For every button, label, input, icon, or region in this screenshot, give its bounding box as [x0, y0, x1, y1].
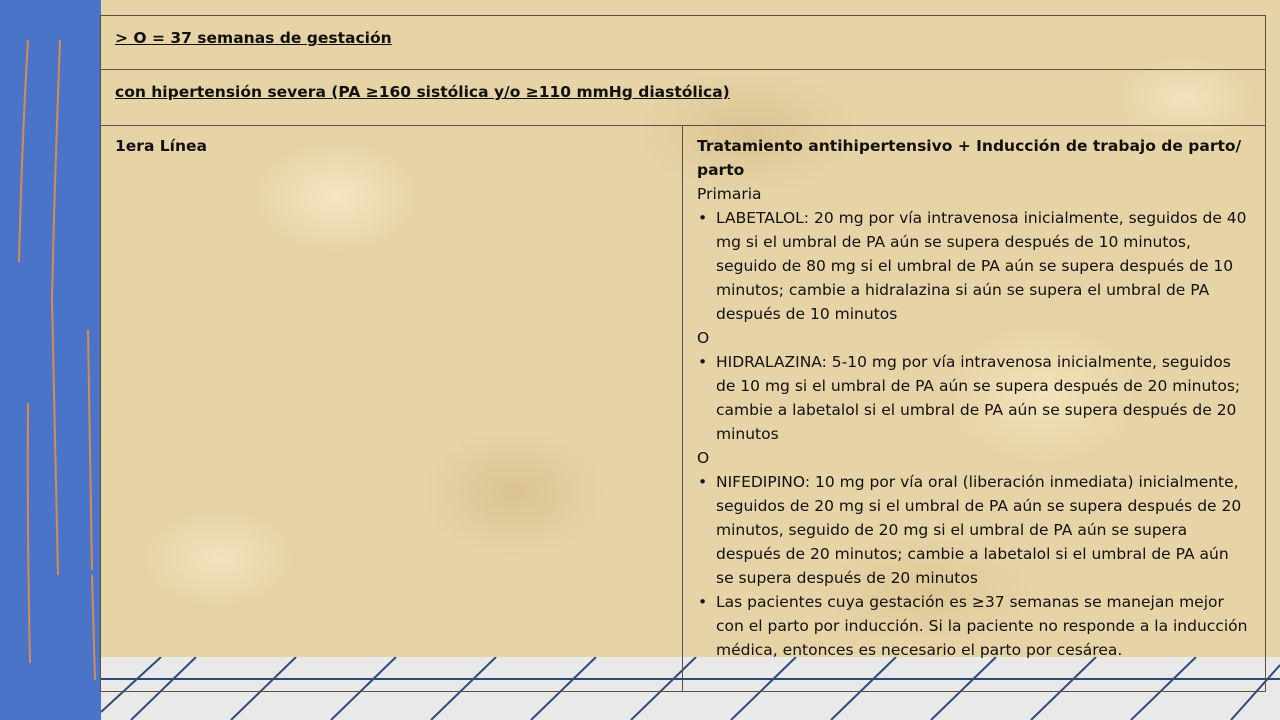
- list-item-induction-note: • Las pacientes cuya gestación es ≥37 semanas se manejan mejor con el parto por inducción. Si la paciente no responde a la inducción médica, entonces es necesario el parto por cesárea.: [716, 590, 1251, 662]
- hypertension-header: con hipertensión severa (PA ≥160 sistólica y/o ≥110 mmHg diastólica): [115, 83, 730, 101]
- line-label-cell: [101, 126, 683, 692]
- table-row: [101, 70, 1266, 126]
- orange-strokes-decoration: [0, 0, 101, 720]
- hypertension-header-cell: [101, 70, 1266, 126]
- list-item-labetalol: • LABETALOL: 20 mg por vía intravenosa inicialmente, seguidos de 40 mg si el umbral de PA aún se supera después de 10 minutos, seguido de 80 mg si el umbral de PA aún se supera después de 10 minutos; cambie a hidralazina si aún se supera el umbral de PA después de 10 minutos: [716, 206, 1251, 326]
- treatment-subtitle: Primaria: [697, 185, 762, 203]
- treatment-table: [100, 15, 1266, 692]
- table-row: [101, 126, 1266, 692]
- line-label: 1era Línea: [115, 137, 207, 155]
- separator-or: O: [697, 449, 710, 467]
- separator-or: O: [697, 329, 710, 347]
- gestation-header: > O = 37 semanas de gestación: [115, 29, 392, 47]
- table-row: [101, 16, 1266, 70]
- treatment-title: Tratamiento antihipertensivo + Inducción de trabajo de parto/ parto: [697, 137, 1242, 179]
- treatment-cell: [683, 126, 1266, 692]
- list-item-nifedipino: • NIFEDIPINO: 10 mg por vía oral (liberación inmediata) inicialmente, seguidos de 20 mg si el umbral de PA aún se supera después de 20 minutos, seguido de 20 mg si el umbral de PA aún se supera después de 20 minutos; cambie a labetalol si el umbral de PA aún se supera después de 20 minutos: [716, 470, 1251, 590]
- gestation-header-cell: [101, 16, 1266, 70]
- list-item-hidralazina: • HIDRALAZINA: 5-10 mg por vía intravenosa inicialmente, seguidos de 10 mg si el umbral de PA aún se supera después de 20 minutos; cambie a labetalol si el umbral de PA aún se supera después de 20 minutos: [716, 350, 1251, 446]
- left-decorative-band: [0, 0, 101, 720]
